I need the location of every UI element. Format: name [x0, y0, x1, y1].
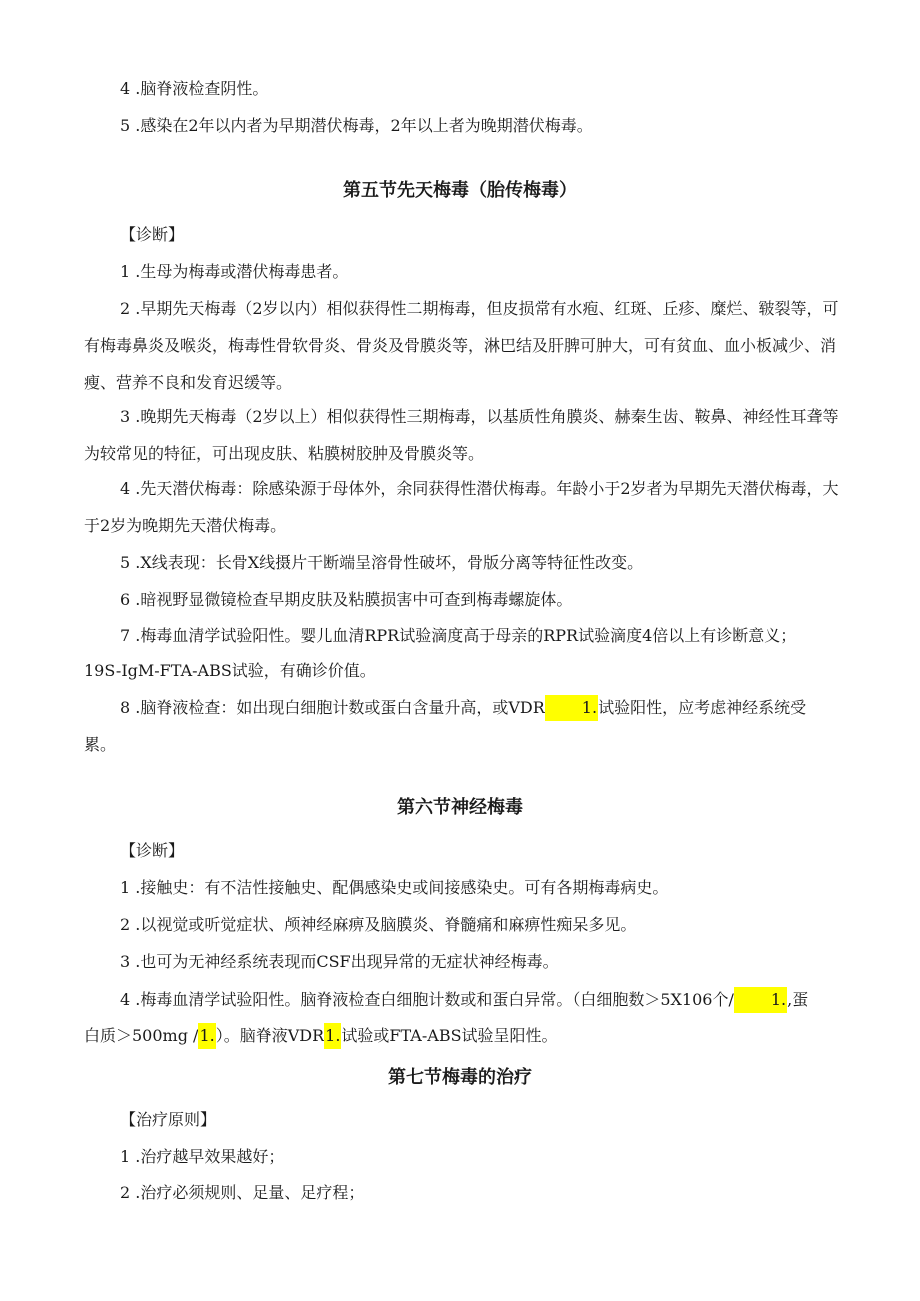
treatment-item-2: 2 .治疗必须规则、足量、足疗程； — [120, 1183, 365, 1202]
neuro-item-1: 1 .接触史：有不洁性接触史、配偶感染史或间接感染史。可有各期梅毒病史。 — [120, 878, 669, 897]
neuro-item-3: 3 .也可为无神经系统表现而CSF出现异常的无症状神经梅毒。 — [120, 952, 559, 971]
neuro-item-4-text-b: ,蛋 — [787, 990, 809, 1009]
congenital-item-8-line-2: 累。 — [84, 735, 117, 754]
highlight-mark: 1. — [734, 987, 787, 1013]
neuro-item-4-text-c: 白质＞500mg / — [84, 1026, 199, 1045]
highlight-mark: 1. — [324, 1023, 341, 1049]
congenital-item-5: 5 .X线表现：长骨X线摄片干断端呈溶骨性破坏，骨版分离等特征性改变。 — [120, 553, 644, 572]
neuro-item-2: 2 .以视觉或听觉症状、颅神经麻痹及脑膜炎、脊髓痛和麻痹性痴呆多见。 — [120, 915, 637, 934]
congenital-item-3: 3 .晚期先天梅毒（2岁以上）相似获得性三期梅毒，以基质性角膜炎、赫秦生齿、鞍鼻、神经性耳聋等为较常见的特征，可出现皮肤、粘膜树胶肿及骨膜炎等。 — [84, 407, 839, 463]
highlight-mark: 1. — [545, 695, 598, 721]
neuro-item-4-line-1 — [84, 981, 844, 1018]
treatment-principles-tag: 【治疗原则】 — [120, 1110, 217, 1129]
section-title-congenital-syphilis: 第五节先天梅毒（胎传梅毒） — [343, 180, 577, 201]
paragraph-latent-item-4: 4 .脑脊液检查阴性。 — [120, 79, 269, 98]
congenital-item-8-text-b: 试验阳性，应考虑神经系统受 — [598, 698, 807, 717]
treatment-item-1: 1 .治疗越早效果越好； — [120, 1147, 285, 1166]
neuro-item-4-text-e: 试验或FTA-ABS试验呈阳性。 — [341, 1026, 558, 1045]
section-title-neurosyphilis: 第六节神经梅毒 — [397, 797, 523, 818]
congenital-item-7-line-2: 19S-IgM-FTA-ABS试验，有确诊价值。 — [84, 661, 376, 680]
congenital-item-4: 4 .先天潜伏梅毒：除感染源于母体外，余同获得性潜伏梅毒。年龄小于2岁者为早期先天潜伏梅毒，大于2岁为晚期先天潜伏梅毒。 — [84, 479, 839, 535]
congenital-item-8 — [84, 689, 844, 726]
congenital-item-1: 1 .生母为梅毒或潜伏梅毒患者。 — [120, 262, 349, 281]
diagnosis-tag: 【诊断】 — [120, 841, 185, 860]
neuro-item-4-line-2 — [84, 1017, 844, 1054]
neuro-item-4-text-a: 4 .梅毒血清学试验阳性。脑脊液检查白细胞计数或和蛋白异常。（白细胞数＞5X106个/ — [120, 990, 734, 1009]
section-title-treatment: 第七节梅毒的治疗 — [388, 1067, 532, 1088]
congenital-item-2: 2 .早期先天梅毒（2岁以内）相似获得性二期梅毒，但皮损常有水疱、红斑、丘疹、糜烂、皲裂等，可有梅毒鼻炎及喉炎，梅毒性骨软骨炎、骨炎及骨膜炎等，淋巴结及肝脾可肿大，可有贫血、血小板减少、消瘦、营养不良和发育迟缓等。 — [84, 299, 839, 392]
neuro-item-4-text-d: ）。脑脊液VDR — [215, 1026, 325, 1045]
paragraph-latent-item-5: 5 .感染在2年以内者为早期潜伏梅毒，2年以上者为晚期潜伏梅毒。 — [120, 116, 593, 135]
congenital-item-6: 6 .暗视野显微镜检查早期皮肤及粘膜损害中可查到梅毒螺旋体。 — [120, 590, 573, 609]
congenital-item-7-line-1: 7 .梅毒血清学试验阳性。婴儿血清RPR试验滴度高于母亲的RPR试验滴度4倍以上有诊断意义； — [120, 626, 797, 645]
highlight-mark: 1. — [198, 1023, 215, 1049]
diagnosis-tag: 【诊断】 — [120, 225, 185, 244]
congenital-item-8-text-a: 8 .脑脊液检查：如出现白细胞计数或蛋白含量升高，或VDR — [120, 698, 545, 717]
